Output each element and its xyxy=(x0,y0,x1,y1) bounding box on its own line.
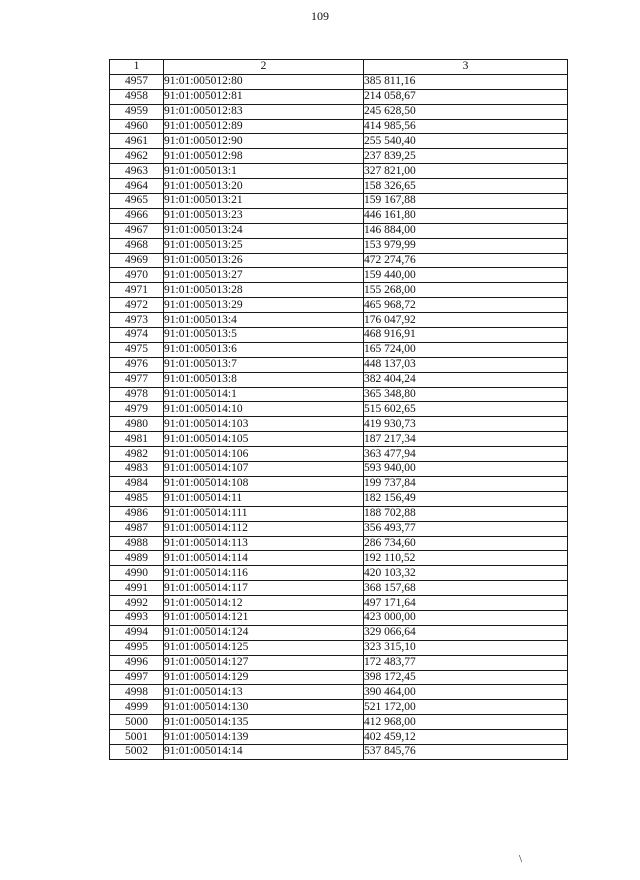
cadastral-number-cell: 91:01:005012:81 xyxy=(164,89,364,104)
value-cell: 159 440,00 xyxy=(364,268,568,283)
cadastral-number-cell: 91:01:005013:20 xyxy=(164,179,364,194)
cadastral-number-cell: 91:01:005014:114 xyxy=(164,551,364,566)
row-number-cell: 4992 xyxy=(110,596,164,611)
cadastral-number-cell: 91:01:005012:80 xyxy=(164,74,364,89)
value-cell: 176 047,92 xyxy=(364,313,568,328)
row-number-cell: 4958 xyxy=(110,89,164,104)
row-number-cell: 4961 xyxy=(110,134,164,149)
cadastral-number-cell: 91:01:005014:117 xyxy=(164,581,364,596)
table-row xyxy=(110,432,568,447)
row-number-cell: 4983 xyxy=(110,462,164,477)
table-row xyxy=(110,89,568,104)
row-number-cell: 4996 xyxy=(110,655,164,670)
row-number-cell: 4978 xyxy=(110,387,164,402)
cadastral-number-cell: 91:01:005014:14 xyxy=(164,744,364,759)
table-row xyxy=(110,744,568,759)
cadastral-number-cell: 91:01:005012:83 xyxy=(164,104,364,119)
row-number-cell: 4984 xyxy=(110,476,164,491)
cadastral-number-cell: 91:01:005014:112 xyxy=(164,521,364,536)
table-row xyxy=(110,283,568,298)
row-number-cell: 4970 xyxy=(110,268,164,283)
row-number-cell: 4974 xyxy=(110,328,164,343)
cadastral-number-cell: 91:01:005014:11 xyxy=(164,491,364,506)
cadastral-number-cell: 91:01:005014:129 xyxy=(164,670,364,685)
table-row xyxy=(110,253,568,268)
table-row xyxy=(110,164,568,179)
row-number-cell: 4991 xyxy=(110,581,164,596)
table-row xyxy=(110,730,568,745)
table-row xyxy=(110,447,568,462)
cadastral-number-cell: 91:01:005014:130 xyxy=(164,700,364,715)
row-number-cell: 4997 xyxy=(110,670,164,685)
cadastral-number-cell: 91:01:005013:21 xyxy=(164,194,364,209)
row-number-cell: 4965 xyxy=(110,194,164,209)
cadastral-number-cell: 91:01:005014:127 xyxy=(164,655,364,670)
value-cell: 414 985,56 xyxy=(364,119,568,134)
row-number-cell: 4976 xyxy=(110,357,164,372)
table-row xyxy=(110,581,568,596)
table-row xyxy=(110,417,568,432)
row-number-cell: 4980 xyxy=(110,417,164,432)
value-cell: 199 737,84 xyxy=(364,476,568,491)
column-header-1: 1 xyxy=(110,60,164,75)
value-cell: 368 157,68 xyxy=(364,581,568,596)
cadastral-number-cell: 91:01:005014:111 xyxy=(164,506,364,521)
value-cell: 187 217,34 xyxy=(364,432,568,447)
value-cell: 192 110,52 xyxy=(364,551,568,566)
value-cell: 515 602,65 xyxy=(364,402,568,417)
value-cell: 255 540,40 xyxy=(364,134,568,149)
table-row xyxy=(110,655,568,670)
row-number-cell: 4988 xyxy=(110,536,164,551)
cadastral-number-cell: 91:01:005014:125 xyxy=(164,640,364,655)
value-cell: 390 464,00 xyxy=(364,685,568,700)
value-cell: 172 483,77 xyxy=(364,655,568,670)
value-cell: 329 066,64 xyxy=(364,625,568,640)
cadastral-number-cell: 91:01:005012:98 xyxy=(164,149,364,164)
table-row xyxy=(110,357,568,372)
value-cell: 497 171,64 xyxy=(364,596,568,611)
table-row xyxy=(110,640,568,655)
table-row xyxy=(110,208,568,223)
value-cell: 412 968,00 xyxy=(364,715,568,730)
value-cell: 382 404,24 xyxy=(364,372,568,387)
row-number-cell: 4971 xyxy=(110,283,164,298)
cadastral-number-cell: 91:01:005013:6 xyxy=(164,342,364,357)
cadastral-number-cell: 91:01:005014:12 xyxy=(164,596,364,611)
table-row xyxy=(110,476,568,491)
row-number-cell: 4985 xyxy=(110,491,164,506)
value-cell: 593 940,00 xyxy=(364,462,568,477)
cadastral-number-cell: 91:01:005014:107 xyxy=(164,462,364,477)
cadastral-number-cell: 91:01:005014:116 xyxy=(164,566,364,581)
row-number-cell: 4964 xyxy=(110,179,164,194)
table-row xyxy=(110,670,568,685)
table-row xyxy=(110,194,568,209)
row-number-cell: 4973 xyxy=(110,313,164,328)
row-number-cell: 4969 xyxy=(110,253,164,268)
value-cell: 323 315,10 xyxy=(364,640,568,655)
table-row xyxy=(110,551,568,566)
value-cell: 159 167,88 xyxy=(364,194,568,209)
cadastral-number-cell: 91:01:005014:106 xyxy=(164,447,364,462)
table-row xyxy=(110,387,568,402)
value-cell: 420 103,32 xyxy=(364,566,568,581)
table-row xyxy=(110,149,568,164)
cadastral-number-cell: 91:01:005014:121 xyxy=(164,610,364,625)
table-header-row xyxy=(110,60,568,75)
cadastral-number-cell: 91:01:005014:1 xyxy=(164,387,364,402)
value-cell: 365 348,80 xyxy=(364,387,568,402)
row-number-cell: 4993 xyxy=(110,610,164,625)
table-row xyxy=(110,238,568,253)
cadastral-number-cell: 91:01:005014:13 xyxy=(164,685,364,700)
row-number-cell: 5001 xyxy=(110,730,164,745)
table-row xyxy=(110,536,568,551)
row-number-cell: 4963 xyxy=(110,164,164,179)
table-row xyxy=(110,179,568,194)
value-cell: 153 979,99 xyxy=(364,238,568,253)
cadastral-number-cell: 91:01:005013:23 xyxy=(164,208,364,223)
value-cell: 446 161,80 xyxy=(364,208,568,223)
column-header-2: 2 xyxy=(164,60,364,75)
cadastral-number-cell: 91:01:005013:7 xyxy=(164,357,364,372)
row-number-cell: 4999 xyxy=(110,700,164,715)
table-row xyxy=(110,506,568,521)
cadastral-number-cell: 91:01:005013:27 xyxy=(164,268,364,283)
row-number-cell: 4960 xyxy=(110,119,164,134)
row-number-cell: 4957 xyxy=(110,74,164,89)
table-body xyxy=(110,74,568,759)
row-number-cell: 5002 xyxy=(110,744,164,759)
table-row xyxy=(110,462,568,477)
row-number-cell: 4990 xyxy=(110,566,164,581)
table-row xyxy=(110,596,568,611)
table-row xyxy=(110,402,568,417)
row-number-cell: 4959 xyxy=(110,104,164,119)
row-number-cell: 4982 xyxy=(110,447,164,462)
value-cell: 158 326,65 xyxy=(364,179,568,194)
table-row xyxy=(110,491,568,506)
value-cell: 146 884,00 xyxy=(364,223,568,238)
cadastral-number-cell: 91:01:005013:24 xyxy=(164,223,364,238)
table-row xyxy=(110,342,568,357)
table-row xyxy=(110,313,568,328)
row-number-cell: 4977 xyxy=(110,372,164,387)
value-cell: 385 811,16 xyxy=(364,74,568,89)
value-cell: 537 845,76 xyxy=(364,744,568,759)
row-number-cell: 4979 xyxy=(110,402,164,417)
cadastral-number-cell: 91:01:005014:113 xyxy=(164,536,364,551)
cadastral-value-table xyxy=(109,59,568,760)
table-row xyxy=(110,223,568,238)
row-number-cell: 4987 xyxy=(110,521,164,536)
row-number-cell: 4966 xyxy=(110,208,164,223)
table-row xyxy=(110,372,568,387)
value-cell: 398 172,45 xyxy=(364,670,568,685)
cadastral-number-cell: 91:01:005013:29 xyxy=(164,298,364,313)
table-row xyxy=(110,521,568,536)
cadastral-number-cell: 91:01:005013:4 xyxy=(164,313,364,328)
cadastral-number-cell: 91:01:005014:139 xyxy=(164,730,364,745)
value-cell: 245 628,50 xyxy=(364,104,568,119)
cadastral-number-cell: 91:01:005014:124 xyxy=(164,625,364,640)
value-cell: 286 734,60 xyxy=(364,536,568,551)
value-cell: 465 968,72 xyxy=(364,298,568,313)
value-cell: 402 459,12 xyxy=(364,730,568,745)
value-cell: 423 000,00 xyxy=(364,610,568,625)
value-cell: 237 839,25 xyxy=(364,149,568,164)
value-cell: 419 930,73 xyxy=(364,417,568,432)
table-row xyxy=(110,566,568,581)
value-cell: 448 137,03 xyxy=(364,357,568,372)
table-row xyxy=(110,119,568,134)
cadastral-number-cell: 91:01:005013:8 xyxy=(164,372,364,387)
value-cell: 472 274,76 xyxy=(364,253,568,268)
value-cell: 165 724,00 xyxy=(364,342,568,357)
row-number-cell: 4975 xyxy=(110,342,164,357)
cadastral-number-cell: 91:01:005013:26 xyxy=(164,253,364,268)
table-row xyxy=(110,610,568,625)
row-number-cell: 4986 xyxy=(110,506,164,521)
corner-mark: \ xyxy=(519,853,523,865)
cadastral-number-cell: 91:01:005014:105 xyxy=(164,432,364,447)
row-number-cell: 4994 xyxy=(110,625,164,640)
row-number-cell: 4968 xyxy=(110,238,164,253)
value-cell: 327 821,00 xyxy=(364,164,568,179)
table-row xyxy=(110,298,568,313)
row-number-cell: 4995 xyxy=(110,640,164,655)
row-number-cell: 4989 xyxy=(110,551,164,566)
table-row xyxy=(110,104,568,119)
cadastral-number-cell: 91:01:005013:1 xyxy=(164,164,364,179)
value-cell: 188 702,88 xyxy=(364,506,568,521)
table-row xyxy=(110,625,568,640)
table-row xyxy=(110,700,568,715)
table-row xyxy=(110,134,568,149)
row-number-cell: 4962 xyxy=(110,149,164,164)
value-cell: 182 156,49 xyxy=(364,491,568,506)
cadastral-number-cell: 91:01:005013:28 xyxy=(164,283,364,298)
row-number-cell: 5000 xyxy=(110,715,164,730)
value-cell: 468 916,91 xyxy=(364,328,568,343)
table-row xyxy=(110,715,568,730)
value-cell: 356 493,77 xyxy=(364,521,568,536)
value-cell: 214 058,67 xyxy=(364,89,568,104)
table-row xyxy=(110,685,568,700)
cadastral-number-cell: 91:01:005014:10 xyxy=(164,402,364,417)
table-row xyxy=(110,74,568,89)
cadastral-number-cell: 91:01:005014:103 xyxy=(164,417,364,432)
row-number-cell: 4972 xyxy=(110,298,164,313)
value-cell: 521 172,00 xyxy=(364,700,568,715)
row-number-cell: 4998 xyxy=(110,685,164,700)
page-number: 109 xyxy=(311,9,329,23)
cadastral-number-cell: 91:01:005013:5 xyxy=(164,328,364,343)
value-cell: 155 268,00 xyxy=(364,283,568,298)
cadastral-number-cell: 91:01:005014:108 xyxy=(164,476,364,491)
table-row xyxy=(110,268,568,283)
row-number-cell: 4967 xyxy=(110,223,164,238)
cadastral-number-cell: 91:01:005012:89 xyxy=(164,119,364,134)
cadastral-number-cell: 91:01:005014:135 xyxy=(164,715,364,730)
row-number-cell: 4981 xyxy=(110,432,164,447)
column-header-3: 3 xyxy=(364,60,568,75)
value-cell: 363 477,94 xyxy=(364,447,568,462)
cadastral-number-cell: 91:01:005012:90 xyxy=(164,134,364,149)
cadastral-number-cell: 91:01:005013:25 xyxy=(164,238,364,253)
table-row xyxy=(110,328,568,343)
